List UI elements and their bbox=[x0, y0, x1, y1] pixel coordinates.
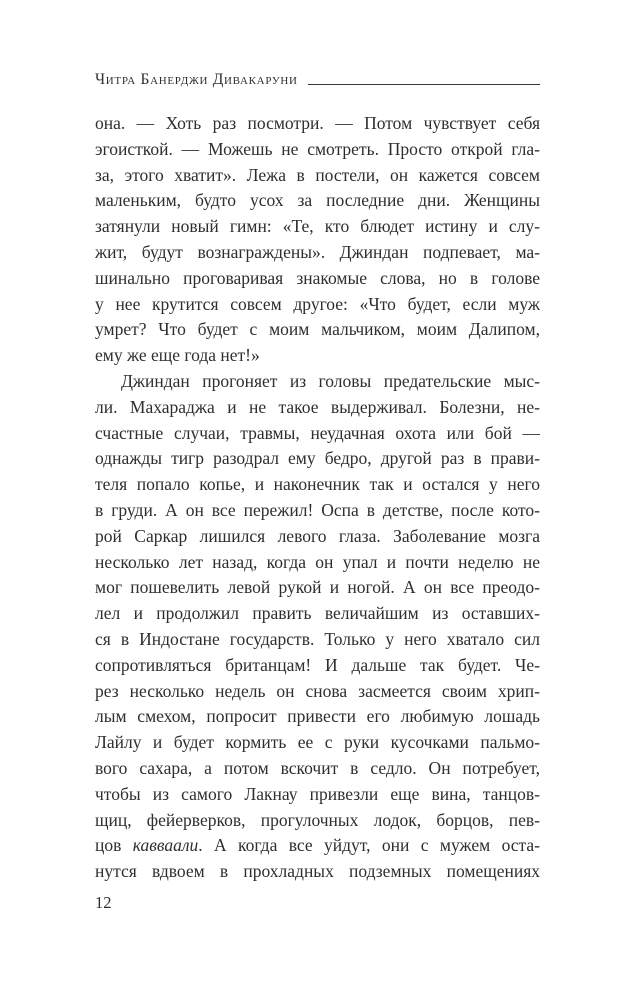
text-line: рой Саркар лишился левого глаза. Заболевание мозга bbox=[95, 525, 540, 546]
header-rule bbox=[308, 84, 540, 85]
page-number: 12 bbox=[95, 893, 112, 912]
text-line: шинально проговаривая знакомые слова, но в голове bbox=[95, 267, 540, 288]
text-line: за, этого хватит». Лежа в постели, он кажется совсем bbox=[95, 164, 540, 185]
text-line: ли. Махараджа и не такое выдерживал. Болезни, не- bbox=[95, 396, 540, 417]
text-line: щиц, фейерверков, прогулочных лодок, борцов, пев- bbox=[95, 809, 540, 830]
text-line: сопротивляться британцам! И дальше так будет. Че- bbox=[95, 654, 540, 675]
author-name: Читра Банерджи Дивакаруни bbox=[95, 71, 298, 88]
text-line: Джиндан прогоняет из головы предательские мыс- bbox=[121, 370, 540, 391]
running-header bbox=[95, 71, 540, 89]
text-line: ся в Индостане государств. Только у него хватало сил bbox=[95, 628, 540, 649]
text-line: в груди. А он все пережил! Оспа в детстве, после кото- bbox=[95, 499, 540, 520]
text-line: умрет? Что будет с моим мальчиком, моим Далипом, bbox=[95, 319, 540, 340]
text-line-with-italic bbox=[95, 833, 540, 859]
line-segment: . А когда все уйдут, они с мужем оста- bbox=[198, 835, 540, 856]
text-line: рез несколько недель он снова засмеется своим хрип- bbox=[95, 680, 540, 701]
text-line: счастные случаи, травмы, неудачная охота или бой — bbox=[95, 422, 540, 443]
text-line: эгоисткой. — Можешь не смотреть. Просто открой гла- bbox=[95, 138, 540, 159]
paragraph-2 bbox=[95, 369, 540, 885]
italic-term: кавваали bbox=[132, 835, 199, 856]
text-line: однажды тигр разодрал ему бедро, другой раз в прави- bbox=[95, 448, 540, 469]
text-block bbox=[95, 111, 540, 885]
text-line: она. — Хоть раз посмотри. — Потом чувствует себя bbox=[95, 113, 540, 133]
text-line: маленьким, будто усох за последние дни. Женщины bbox=[95, 190, 540, 211]
text-line: несколько лет назад, когда он упал и почти неделю не bbox=[95, 551, 540, 572]
text-line: лым смехом, попросит привести его любимую лошадь bbox=[95, 706, 540, 727]
text-line: жит, будут вознаграждены». Джиндан подпевает, ма- bbox=[95, 241, 540, 262]
text-line: мог пошевелить левой рукой и ногой. А он все преодо- bbox=[95, 577, 540, 598]
text-line: у нее крутится совсем другое: «Что будет, если муж bbox=[95, 293, 540, 314]
text-line: вого сахара, а потом вскочит в седло. Он потребует, bbox=[95, 757, 540, 778]
paragraph-1 bbox=[95, 111, 540, 369]
text-line: лел и продолжил править величайшим из оставших- bbox=[95, 603, 540, 624]
text-line: нутся вдвоем в прохладных подземных помещениях bbox=[95, 861, 540, 882]
text-line: чтобы из самого Лакнау привезли еще вина, танцов- bbox=[95, 783, 540, 804]
line-segment: цов bbox=[95, 835, 133, 856]
text-line: ему же еще года нет!» bbox=[95, 345, 260, 366]
text-line: Лайлу и будет кормить ее с руки кусочками пальмо- bbox=[95, 732, 540, 753]
text-line: теля попало копье, и наконечник так и остался у него bbox=[95, 474, 540, 495]
text-line: затянули новый гимн: «Те, кто блюдет истину и слу- bbox=[95, 216, 540, 237]
